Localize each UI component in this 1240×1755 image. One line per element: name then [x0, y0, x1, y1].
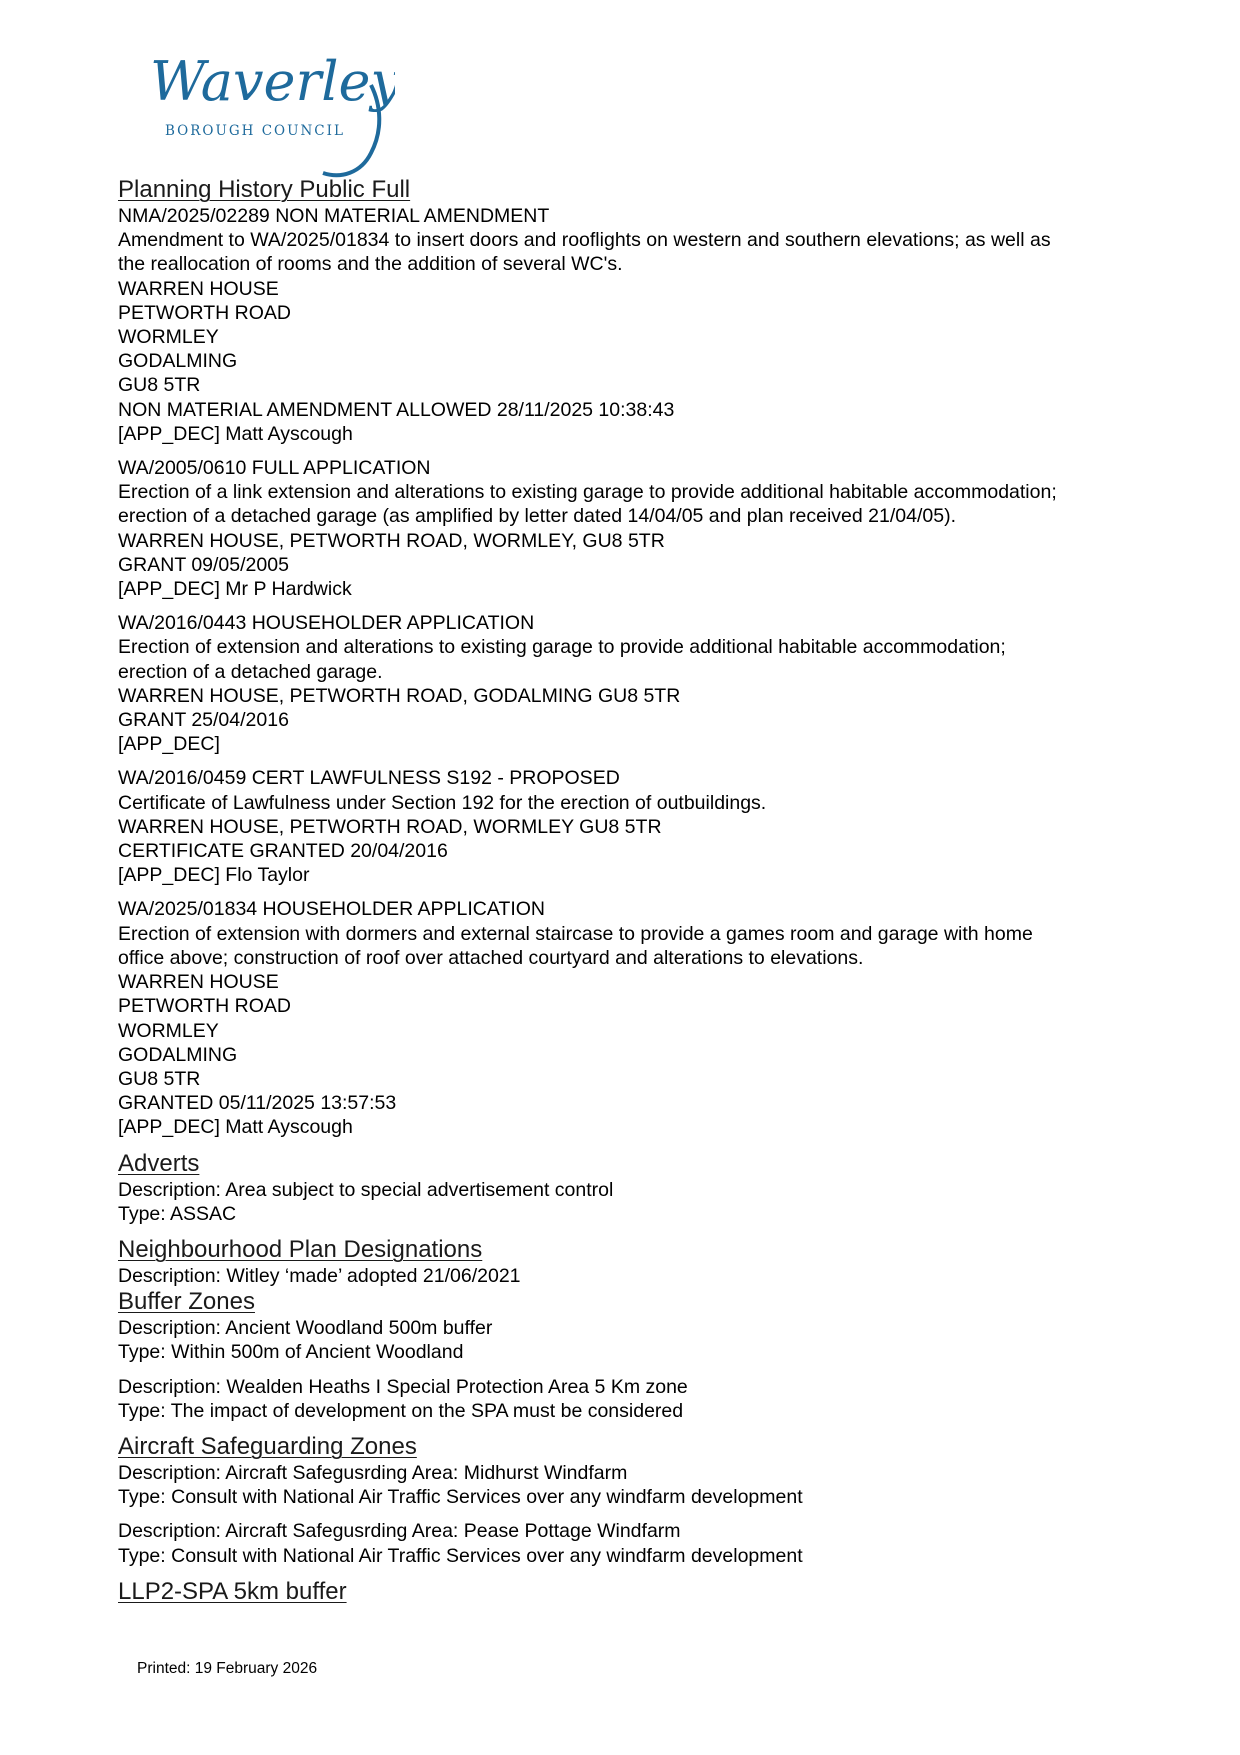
- advert-item: [118, 1178, 1128, 1226]
- planning-record: [118, 204, 1128, 446]
- record-line: [APP_DEC] Mr P Hardwick: [118, 578, 352, 601]
- record-line: Erection of extension with dormers and external staircase to provide a games room and garage with home: [118, 922, 1033, 945]
- record-line: [APP_DEC] Matt Ayscough: [118, 422, 353, 445]
- record-line: NMA/2025/02289 NON MATERIAL AMENDMENT: [118, 205, 550, 227]
- adverts-heading: Adverts: [118, 1149, 200, 1177]
- planning-record: [118, 766, 1128, 887]
- record-line: GODALMING: [118, 350, 238, 373]
- record-line: WARREN HOUSE, PETWORTH ROAD, GODALMING GU8 5TR: [118, 684, 681, 707]
- record-line: CERTIFICATE GRANTED 20/04/2016: [118, 840, 448, 863]
- record-line: the reallocation of rooms and the addition of several WC's.: [118, 253, 623, 276]
- buffer-zone-item: [118, 1375, 1128, 1423]
- item-type: Type: Consult with National Air Traffic Services over any windfarm development: [118, 1486, 803, 1509]
- record-line: NON MATERIAL AMENDMENT ALLOWED 28/11/2025 10:38:43: [118, 398, 675, 421]
- record-line: GU8 5TR: [118, 1067, 201, 1090]
- item-description: Description: Ancient Woodland 500m buffer: [118, 1317, 493, 1340]
- record-line: erection of a detached garage (as amplified by letter dated 14/04/05 and plan received 21/04/05).: [118, 505, 956, 528]
- record-line: GRANT 25/04/2016: [118, 709, 289, 732]
- record-line: [APP_DEC]: [118, 733, 220, 756]
- record-line: WARREN HOUSE, PETWORTH ROAD, WORMLEY GU8 5TR: [118, 815, 662, 838]
- record-line: WA/2025/01834 HOUSEHOLDER APPLICATION: [118, 898, 546, 921]
- planning-record: [118, 611, 1128, 756]
- record-line: GRANT 09/05/2005: [118, 553, 289, 576]
- item-description: Description: Wealden Heaths I Special Protection Area 5 Km zone: [118, 1375, 688, 1398]
- record-line: WA/2016/0459 CERT LAWFULNESS S192 - PROPOSED: [118, 767, 620, 790]
- record-line: [APP_DEC] Flo Taylor: [118, 864, 310, 887]
- aircraft-zone-item: [118, 1461, 1128, 1509]
- record-line: WORMLEY: [118, 326, 219, 349]
- waverley-logo: [145, 55, 395, 180]
- item-description: Description: Aircraft Safegusrding Area: Pease Pottage Windfarm: [118, 1520, 681, 1543]
- record-line: Erection of a link extension and alterations to existing garage to provide additional habitable accommodation;: [118, 481, 1057, 504]
- neighbourhood-plan-heading: Neighbourhood Plan Designations: [118, 1235, 483, 1263]
- planning-record: [118, 456, 1128, 601]
- logo-wordmark: Waverley: [150, 55, 395, 113]
- planning-history-heading: Planning History Public Full: [118, 176, 411, 203]
- printed-date: Printed: 19 February 2026: [137, 1660, 318, 1677]
- record-line: Erection of extension and alterations to existing garage to provide additional habitable accommodation;: [118, 636, 1006, 659]
- item-description: Description: Witley ‘made’ adopted 21/06/2021: [118, 1264, 521, 1287]
- record-line: erection of a detached garage.: [118, 660, 383, 683]
- planning-record: [118, 897, 1128, 1139]
- waverley-logo-graphic: [145, 55, 395, 180]
- record-line: WA/2016/0443 HOUSEHOLDER APPLICATION: [118, 612, 535, 635]
- item-type: Type: ASSAC: [118, 1202, 237, 1225]
- record-line: PETWORTH ROAD: [118, 995, 291, 1018]
- record-line: WARREN HOUSE: [118, 971, 279, 994]
- record-line: office above; construction of roof over attached courtyard and alterations to elevations.: [118, 946, 864, 969]
- record-line: PETWORTH ROAD: [118, 301, 291, 324]
- item-type: Type: Within 500m of Ancient Woodland: [118, 1341, 464, 1364]
- record-line: WARREN HOUSE: [118, 277, 279, 300]
- item-description: Description: Area subject to special advertisement control: [118, 1178, 614, 1201]
- item-description: Description: Aircraft Safegusrding Area: Midhurst Windfarm: [118, 1461, 628, 1484]
- record-line: GODALMING: [118, 1043, 238, 1066]
- item-type: Type: The impact of development on the SPA must be considered: [118, 1399, 684, 1422]
- item-type: Type: Consult with National Air Traffic Services over any windfarm development: [118, 1544, 803, 1567]
- record-line: Amendment to WA/2025/01834 to insert doors and rooflights on western and southern elevations; as well as: [118, 229, 1051, 252]
- record-line: WA/2005/0610 FULL APPLICATION: [118, 457, 431, 480]
- logo-subtitle: BOROUGH COUNCIL: [165, 123, 345, 139]
- aircraft-zones-heading: Aircraft Safeguarding Zones: [118, 1432, 417, 1460]
- buffer-zones-heading: Buffer Zones: [118, 1288, 255, 1316]
- record-line: [APP_DEC] Matt Ayscough: [118, 1116, 353, 1139]
- record-line: WARREN HOUSE, PETWORTH ROAD, WORMLEY, GU8 5TR: [118, 529, 665, 552]
- record-line: WORMLEY: [118, 1019, 219, 1042]
- document-body: [118, 176, 1128, 1606]
- record-line: GRANTED 05/11/2025 13:57:53: [118, 1092, 397, 1115]
- record-line: Certificate of Lawfulness under Section 192 for the erection of outbuildings.: [118, 791, 767, 814]
- buffer-zone-item: [118, 1316, 1128, 1364]
- record-line: GU8 5TR: [118, 374, 201, 397]
- llp2-heading: LLP2-SPA 5km buffer: [118, 1577, 347, 1605]
- aircraft-zone-item: [118, 1519, 1128, 1567]
